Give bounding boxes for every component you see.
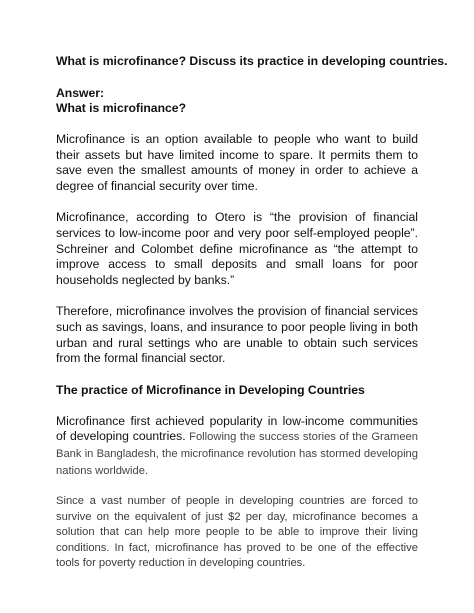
paragraph-popularity-lead: Microfinance first achieved popularity in low-income communities of developing countries. bbox=[56, 413, 418, 444]
paragraph-otero-quote: Microfinance, according to Otero is “the provision of financial services to low-income poor and very poor self-employed people”. Schreiner and Colombet define microfinance as “the attempt to improve access to small deposits and small loans for poor households neglected by banks.” bbox=[56, 210, 418, 287]
paragraph-definition: Microfinance is an option available to people who want to build their assets but have limited income to spare. It permits them to save even the smallest amounts of money in order to achieve a degree of financial security over time. bbox=[56, 132, 418, 193]
paragraph-poverty: Since a vast number of people in developing countries are forced to survive on the equivalent of just $2 per day, microfinance becomes a solution that can help more people to be able to improve their living conditions. In fact, microfinance has proved to be one of the effective tools for poverty reduction in developing countries. bbox=[56, 495, 418, 570]
paragraph-popularity bbox=[56, 414, 418, 479]
paragraph-popularity-rest: Following the success stories of the Grameen Bank in Bangladesh, the microfinance revolution has stormed developing nations worldwide. bbox=[56, 431, 418, 477]
section-heading-practice: The practice of Microfinance in Developing Countries bbox=[56, 382, 365, 397]
question-heading: What is microfinance? Discuss its practice in developing countries. bbox=[56, 54, 448, 68]
section-heading-what-is-microfinance: What is microfinance? bbox=[56, 101, 187, 115]
answer-label: Answer: bbox=[56, 86, 105, 100]
paragraph-therefore: Therefore, microfinance involves the provision of financial services such as savings, loans, and insurance to poor people living in both urban and rural settings who are unable to obtain such services from the formal financial sector. bbox=[56, 304, 418, 366]
